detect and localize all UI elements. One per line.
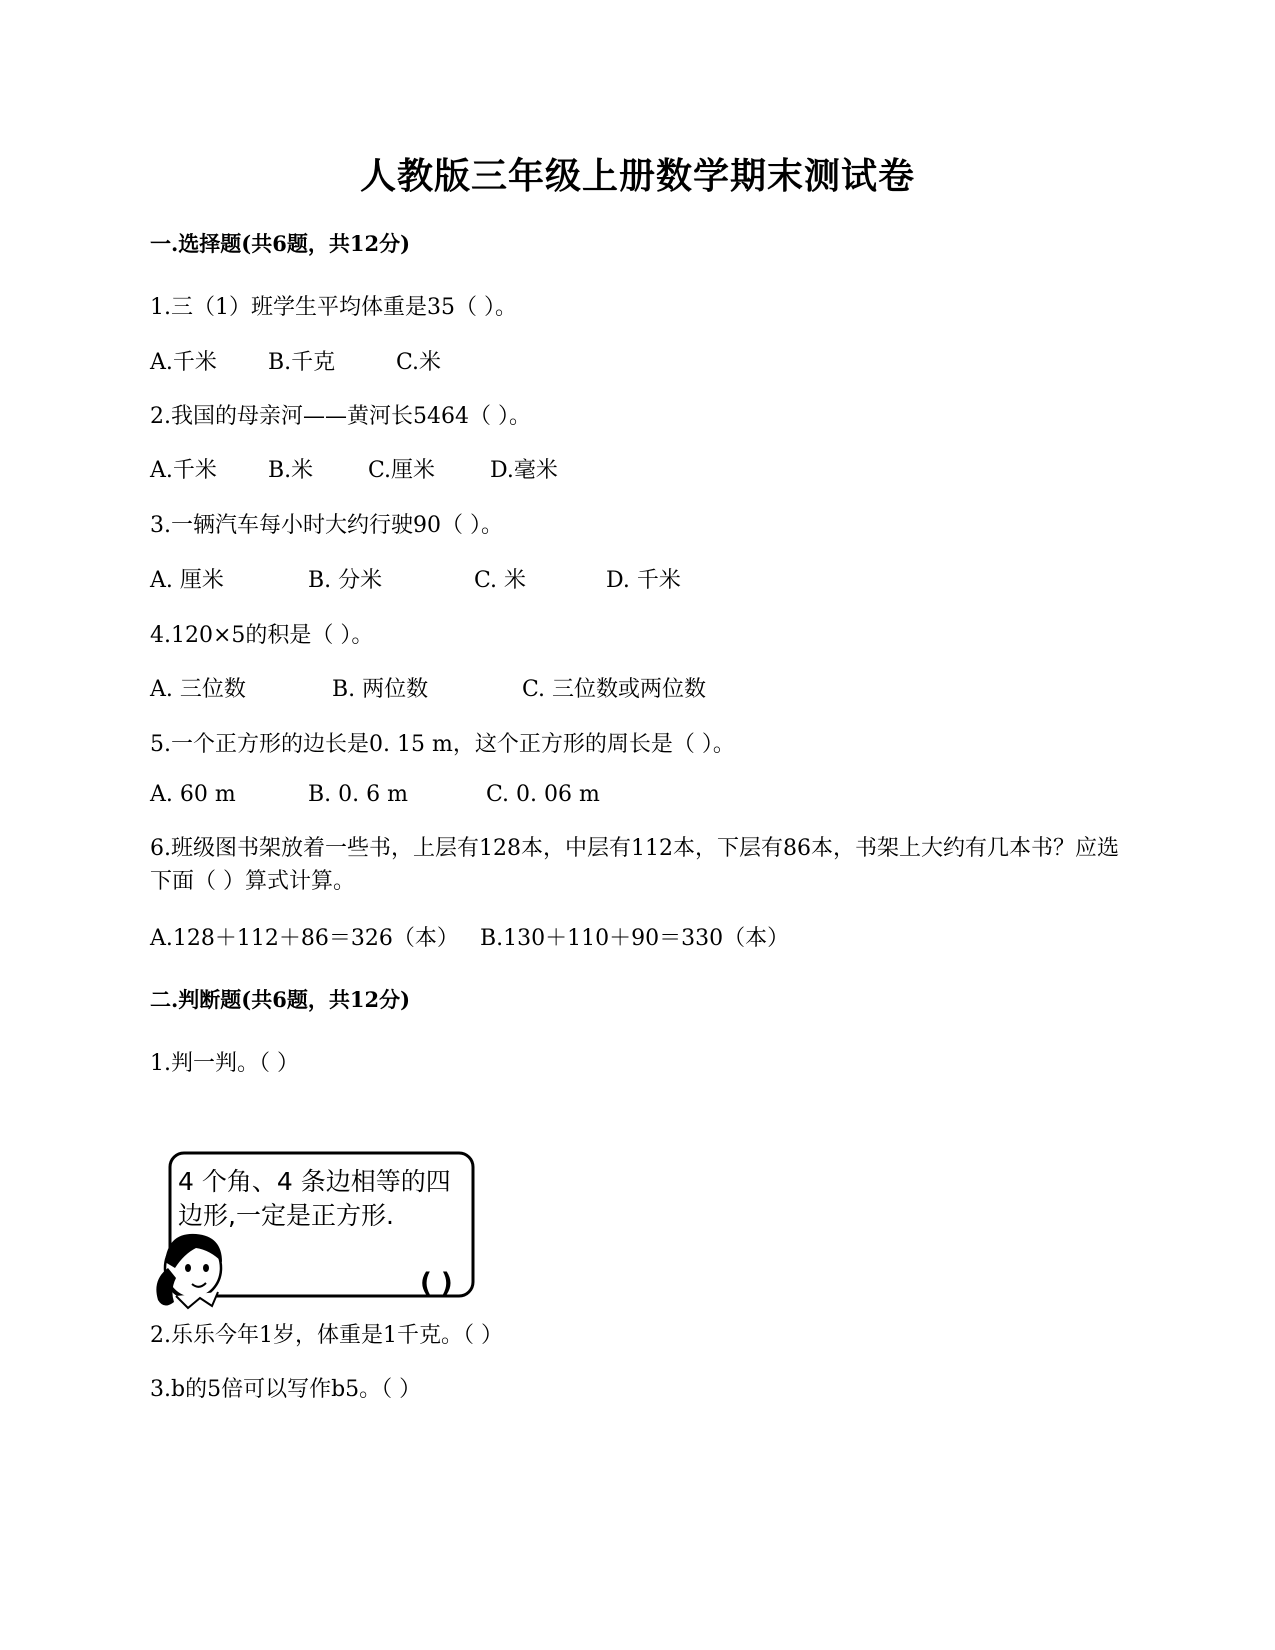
question-3: 3.一辆汽车每小时大约行驶90（ ）。	[150, 513, 503, 538]
option-d: D.毫米	[490, 458, 558, 483]
girl-icon	[156, 1234, 222, 1308]
option-b: B.130＋110＋90＝330（本）	[480, 926, 790, 951]
question-1: 1.三（1）班学生平均体重是35（ ）。	[150, 295, 517, 320]
option-b: B. 0. 6 m	[308, 782, 408, 807]
option-a: A. 三位数	[150, 677, 246, 702]
bubble-text-line-2: 边形,一定是正方形.	[178, 1201, 394, 1230]
option-a: A.128＋112＋86＝326（本）	[150, 926, 459, 951]
judgment-3: 3.b的5倍可以写作b5。（ ）	[150, 1377, 422, 1402]
option-b: B.千克	[268, 350, 336, 375]
option-a: A.千米	[150, 350, 217, 375]
section-heading-choice: 一.选择题(共6题，共12分)	[150, 231, 411, 256]
option-c: C.米	[396, 350, 442, 375]
option-c: C. 米	[474, 568, 527, 593]
option-c: C.厘米	[368, 458, 436, 483]
option-b: B. 两位数	[332, 677, 429, 702]
question-2: 2.我国的母亲河——黄河长5464（ ）。	[150, 404, 531, 429]
option-a: A. 60 m	[150, 782, 236, 807]
option-c: C. 0. 06 m	[486, 782, 600, 807]
option-d: D. 千米	[606, 568, 681, 593]
option-a: A.千米	[150, 458, 217, 483]
question-5: 5.一个正方形的边长是0. 15 m，这个正方形的周长是（ ）。	[150, 732, 735, 757]
option-c: C. 三位数或两位数	[522, 677, 707, 702]
judgment-2: 2.乐乐今年1岁，体重是1千克。（ ）	[150, 1323, 503, 1348]
page-title: 人教版三年级上册数学期末测试卷	[359, 155, 915, 197]
question-4: 4.120×5的积是（ ）。	[150, 623, 374, 648]
option-b: B. 分米	[308, 568, 383, 593]
bubble-answer-blank: ( )	[420, 1268, 453, 1298]
section-heading-judgment: 二.判断题(共6题，共12分)	[150, 987, 411, 1012]
question-6: 6.班级图书架放着一些书，上层有128本，中层有112本，下层有86本，书架上大约有几本书？应选下面（ ）算式计算。	[150, 836, 1119, 894]
judgment-1: 1.判一判。（ ）	[150, 1051, 299, 1076]
option-b: B.米	[268, 458, 314, 483]
bubble-text-line-1: 4 个角、4 条边相等的四	[178, 1167, 451, 1196]
option-a: A. 厘米	[150, 568, 224, 593]
